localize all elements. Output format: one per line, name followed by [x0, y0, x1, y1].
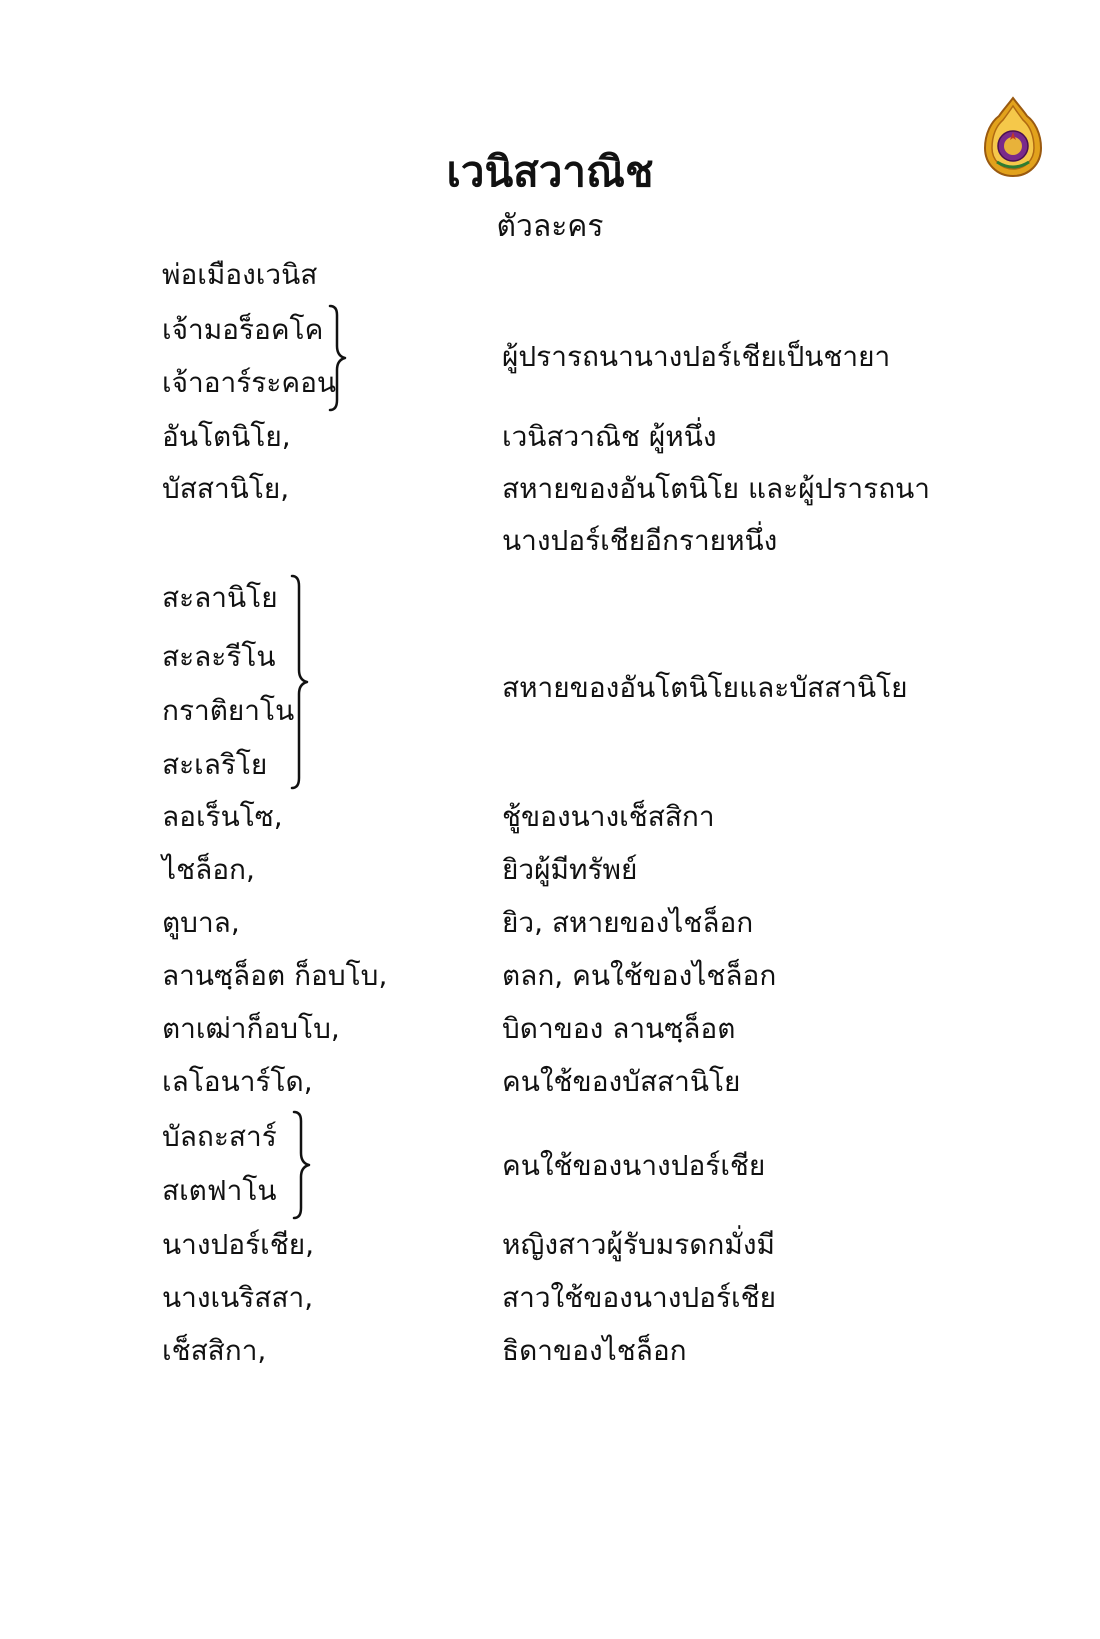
character-name: นางปอร์เชีย, [162, 1228, 315, 1261]
character-description: ยิวผู้มีทรัพย์ [502, 853, 638, 886]
character-name: บัสสานิโย, [162, 472, 290, 505]
character-description: ธิดาของไชล็อก [502, 1334, 687, 1367]
character-description: ยิว, สหายของไชล็อก [502, 906, 754, 939]
character-name: อันโตนิโย, [162, 420, 291, 453]
character-description: คนใช้ของบัสสานิโย [502, 1065, 741, 1098]
character-description: ตลก, คนใช้ของไชล็อก [502, 959, 777, 992]
character-description: สหายของอันโตนิโย และผู้ปรารถนา [502, 472, 931, 505]
page-title: เวนิสวาณิช [446, 147, 654, 196]
group-brace [290, 1108, 314, 1222]
character-name: สะละรีโน [162, 640, 276, 673]
character-description: สาวใช้ของนางปอร์เชีย [502, 1281, 776, 1314]
character-name: เลโอนาร์โด, [162, 1065, 313, 1098]
character-description: ผู้ปรารถนานางปอร์เชียเป็นชายา [502, 340, 891, 373]
character-description: หญิงสาวผู้รับมรดกมั่งมี [502, 1228, 775, 1261]
group-brace [288, 572, 312, 792]
character-description: ชู้ของนางเช็สสิกา [502, 800, 715, 833]
character-name: ไชล็อก, [162, 853, 255, 886]
character-description: บิดาของ ลานซฺล็อต [502, 1012, 736, 1045]
character-name: ตาเฒ่าก็อบโบ, [162, 1012, 340, 1045]
character-name: เจ้าอาร์ระคอน [162, 366, 337, 399]
character-name: สะเลริโย [162, 748, 268, 781]
character-description-continued: นางปอร์เชียอีกรายหนึ่ง [502, 524, 778, 557]
character-name: เช็สสิกา, [162, 1334, 267, 1367]
character-name: เจ้ามอร็อคโค [162, 313, 324, 346]
character-description: คนใช้ของนางปอร์เชีย [502, 1149, 766, 1182]
character-name: บัลถะสาร์ [162, 1120, 277, 1153]
character-name: พ่อเมืองเวนิส [162, 258, 318, 291]
page-subtitle: ตัวละคร [496, 209, 604, 244]
character-name: สะลานิโย [162, 581, 278, 614]
character-name: กราติยาโน [162, 694, 295, 727]
character-description: เวนิสวาณิช ผู้หนึ่ง [502, 420, 717, 453]
character-name: สเตฟาโน [162, 1174, 277, 1207]
character-name: ลอเร็นโซ, [162, 800, 283, 833]
group-brace [326, 302, 350, 414]
character-name: ลานซฺล็อต ก็อบโบ, [162, 959, 388, 992]
character-name: ตูบาล, [162, 906, 240, 939]
character-description: สหายของอันโตนิโยและบัสสานิโย [502, 671, 908, 704]
character-name: นางเนริสสา, [162, 1281, 314, 1314]
